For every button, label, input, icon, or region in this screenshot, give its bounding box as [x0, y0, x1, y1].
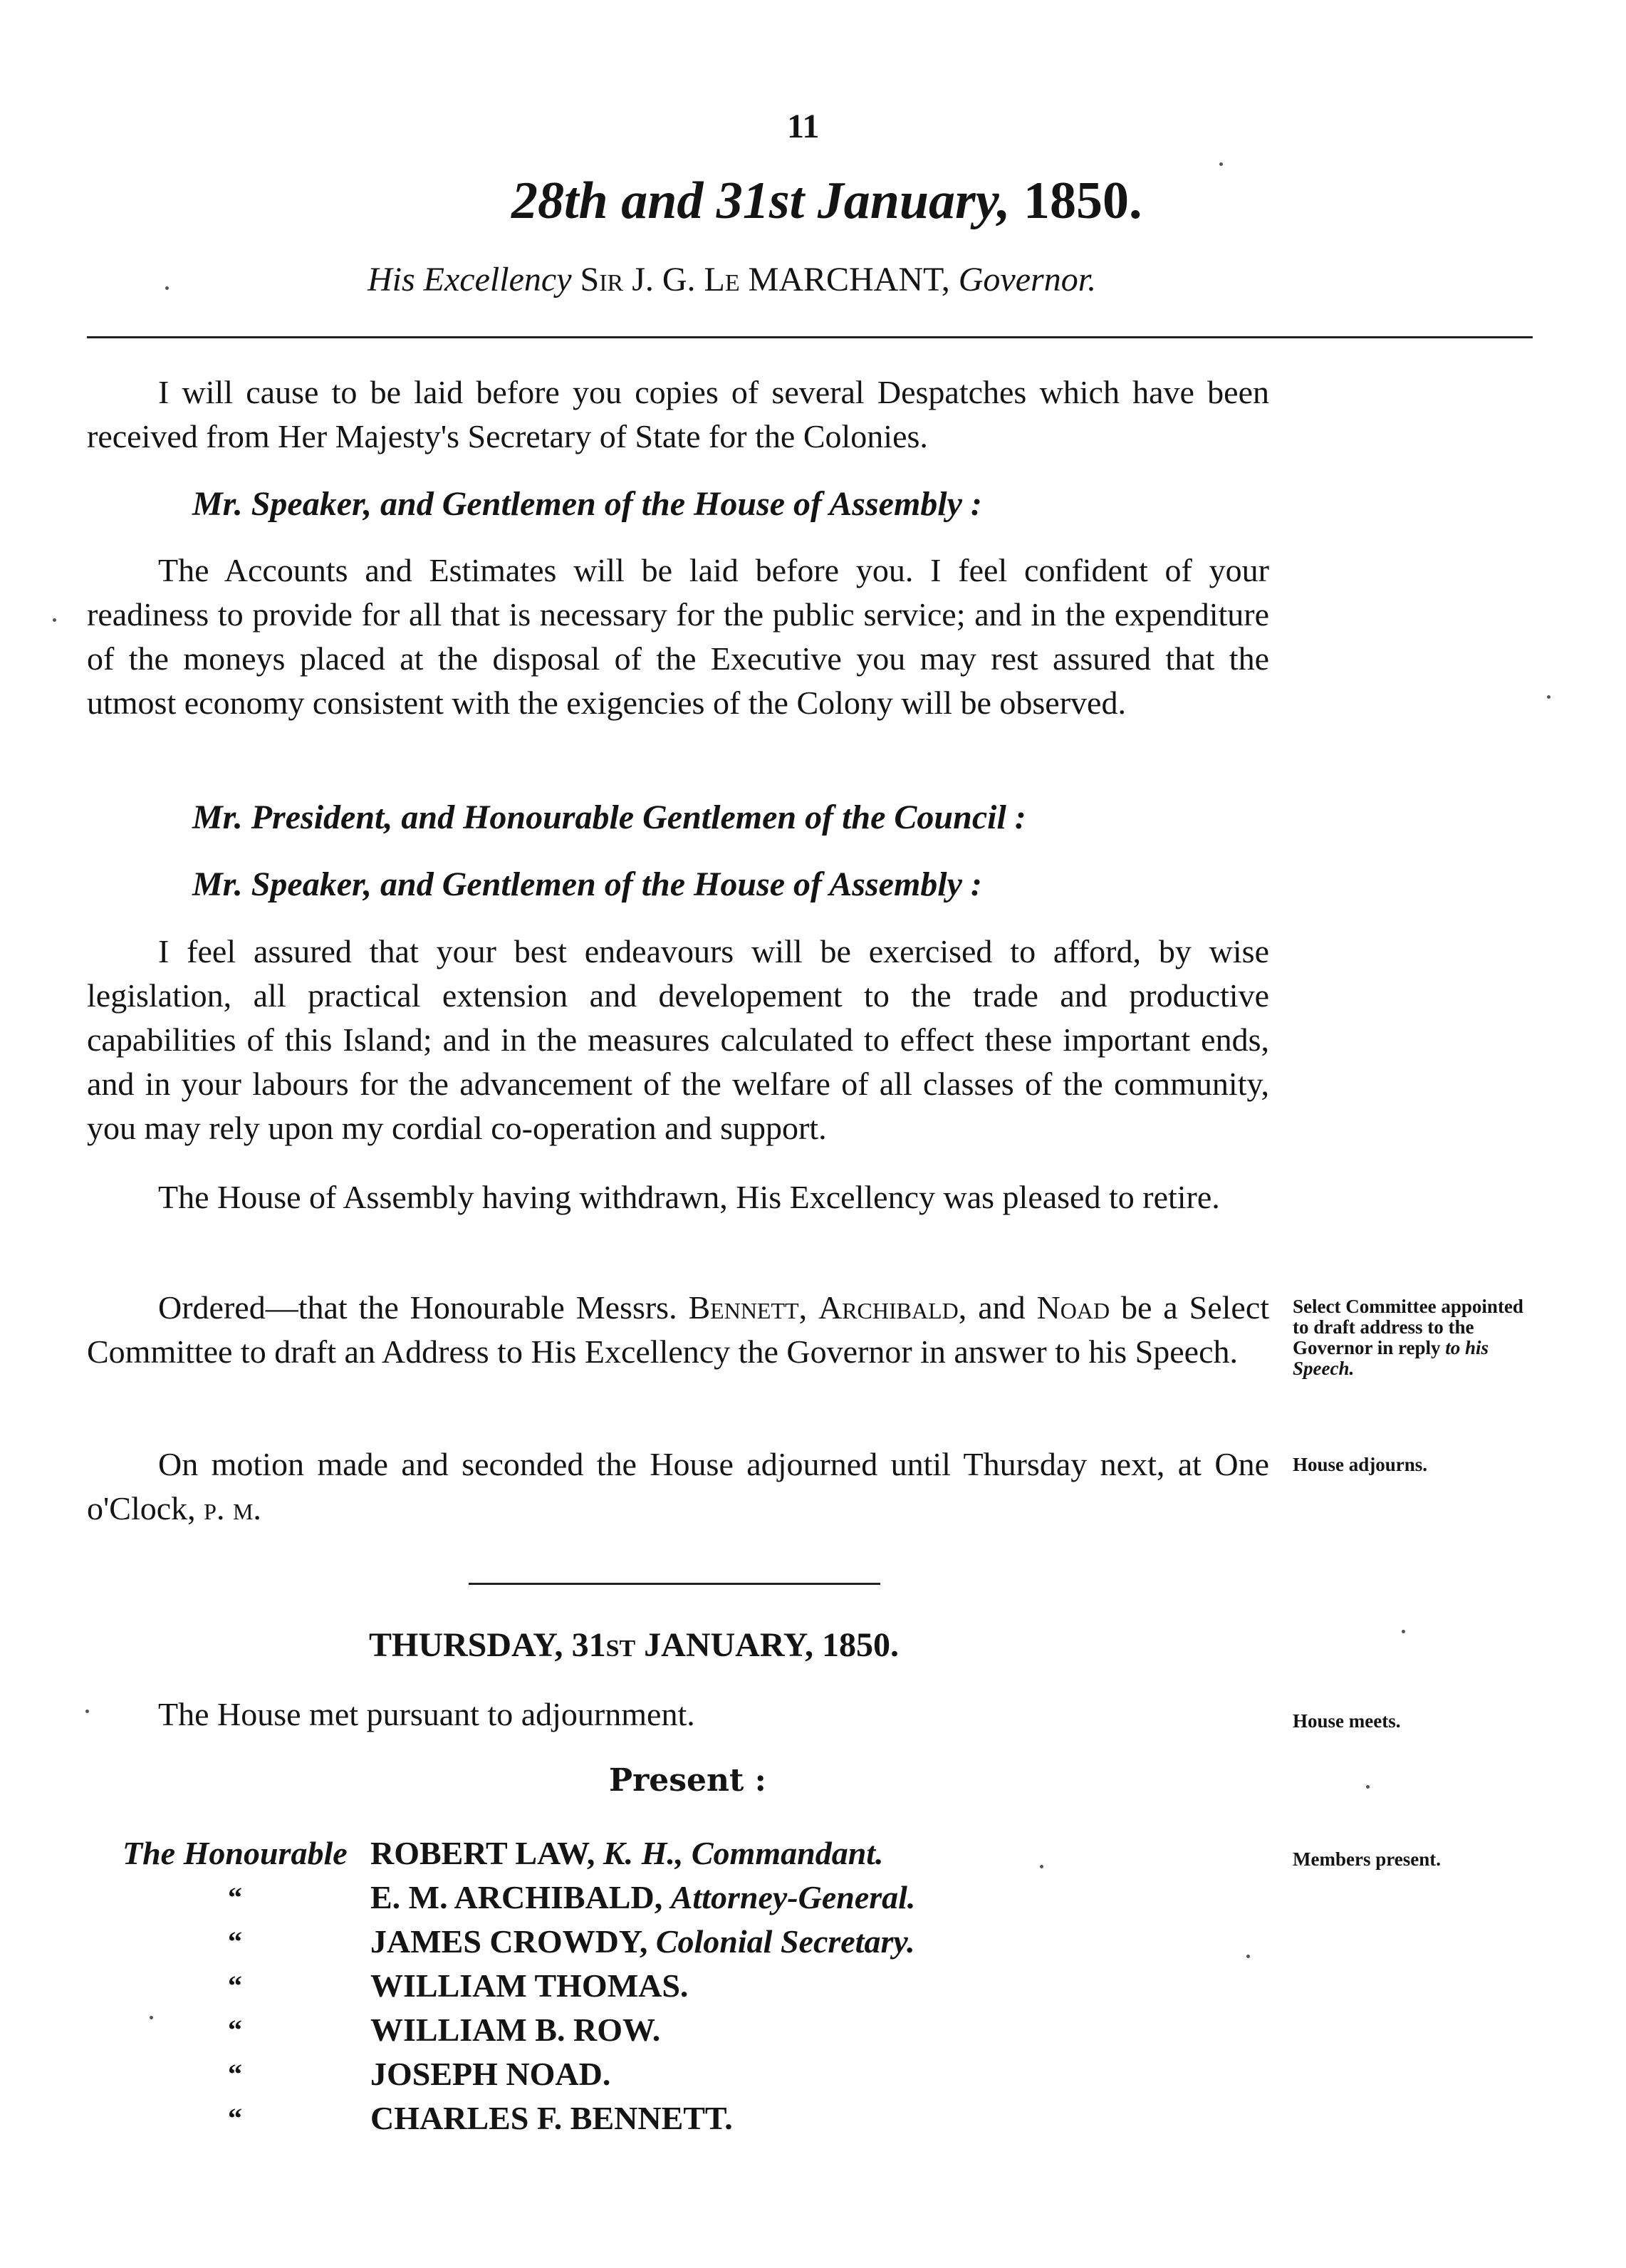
ditto-mark: “: [228, 1925, 242, 1957]
member-row: WILLIAM THOMAS.: [370, 1967, 689, 2004]
thursday-heading: THURSDAY, 31st JANUARY, 1850.: [369, 1626, 900, 1664]
date-month: January,: [817, 172, 1011, 230]
scan-speck: [1246, 1955, 1250, 1958]
motion-pm: p. m.: [204, 1490, 261, 1526]
ordered-start: Ordered—that the Honourable Messrs.: [158, 1289, 677, 1326]
ditto-mark: “: [228, 2014, 242, 2046]
para-withdrawn: The House of Assembly having withdrawn, His Excellency was pleased to retire.: [158, 1179, 1220, 1215]
address-council: Mr. President, and Honourable Gentlemen of the Council :: [192, 799, 1026, 836]
scan-speck: [165, 286, 169, 290]
margin-note-select-committee: Select Committee appointed to draft address to the Governor in reply to his Speech.: [1293, 1296, 1523, 1379]
margin-note-house-adjourns: House adjourns.: [1293, 1454, 1428, 1475]
section-rule: [469, 1583, 880, 1585]
header-rule: [87, 336, 1533, 338]
governor-le: Le: [704, 261, 740, 298]
scan-speck: [1040, 1865, 1043, 1868]
governor-line: [368, 260, 1096, 299]
para-ordered: [87, 1286, 1269, 1374]
scan-speck: [85, 1710, 89, 1713]
governor-initials: J. G.: [632, 261, 696, 298]
margin-note-members-present: Members present.: [1293, 1848, 1441, 1870]
ditto-mark: “: [228, 1970, 242, 2002]
governor-office: Governor.: [958, 261, 1097, 298]
address-assembly-2: Mr. Speaker, and Gentlemen of the House of Assembly :: [192, 865, 982, 903]
present-heading: Present :: [609, 1762, 766, 1799]
ditto-mark: “: [228, 2102, 242, 2134]
date-year: 1850.: [1023, 172, 1142, 230]
address-assembly-1: Mr. Speaker, and Gentlemen of the House of Assembly :: [192, 485, 982, 523]
ordered-name-archibald: Archibald,: [818, 1289, 967, 1326]
member-row: CHARLES F. BENNETT.: [370, 2100, 733, 2136]
ordered-name-noad: Noad: [1036, 1289, 1110, 1326]
ditto-mark: “: [228, 2058, 242, 2090]
member-row: JOSEPH NOAD.: [370, 2056, 611, 2092]
governor-surname: MARCHANT,: [748, 261, 950, 298]
ordered-rest: be a Select Committee to draft an Address to His Excellency the Governor in answer to his Speech.: [87, 1289, 1270, 1370]
members-prefix: The Honourable: [123, 1835, 348, 1871]
scan-speck: [150, 2016, 153, 2019]
margin-note-house-meets: House meets.: [1293, 1710, 1401, 1732]
scan-speck: [53, 618, 56, 622]
ditto-mark: “: [228, 1881, 242, 1913]
scan-speck: [1547, 695, 1551, 699]
governor-title: His Excellency: [368, 261, 572, 298]
para-motion: [87, 1442, 1269, 1531]
date-ordinal-2: 31st: [716, 172, 805, 230]
scan-speck: [1402, 1630, 1405, 1633]
para-met: The House met pursuant to adjournment.: [158, 1696, 695, 1732]
member-row: E. M. ARCHIBALD, Attorney-General.: [370, 1879, 916, 1915]
motion-text: On motion made and seconded the House adjourned until Thursday next, at One o'Clock,: [87, 1446, 1269, 1526]
scan-speck: [1366, 1785, 1370, 1789]
page-number: 11: [787, 108, 820, 145]
ordered-and: and: [978, 1289, 1026, 1326]
para-despatches: I will cause to be laid before you copies of several Despatches which have been received from Her Majesty's Secretary of State for the Colonies.: [87, 374, 1269, 454]
member-row: WILLIAM B. ROW.: [370, 2012, 661, 2048]
member-row: JAMES CROWDY, Colonial Secretary.: [370, 1923, 915, 1960]
date-heading: [511, 171, 1142, 232]
scan-speck: [1219, 162, 1223, 166]
date-and: and: [621, 172, 704, 230]
date-ordinal-1: 28th: [511, 172, 608, 230]
member-row: ROBERT LAW, K. H., Commandant.: [370, 1835, 884, 1871]
governor-sir: Sir: [580, 261, 624, 298]
ordered-name-bennett: Bennett,: [688, 1289, 808, 1326]
para-assured: I feel assured that your best endeavours will be exercised to afford, by wise legislation, all practical extension and developement to the trade and productive capabilities of this Island; and in the measures calculated to effect these important ends, and in your labours for the advancement of the welfare of all classes of the community, you may rely upon my cordial co-operation and support.: [87, 933, 1269, 1146]
para-accounts: The Accounts and Estimates will be laid before you. I feel confident of your readiness to provide for all that is necessary for the public service; and in the expenditure of the moneys placed at the disposal of the Executive you may rest assured that the utmost economy consistent with the exigencies of the Colony will be observed.: [87, 552, 1269, 721]
